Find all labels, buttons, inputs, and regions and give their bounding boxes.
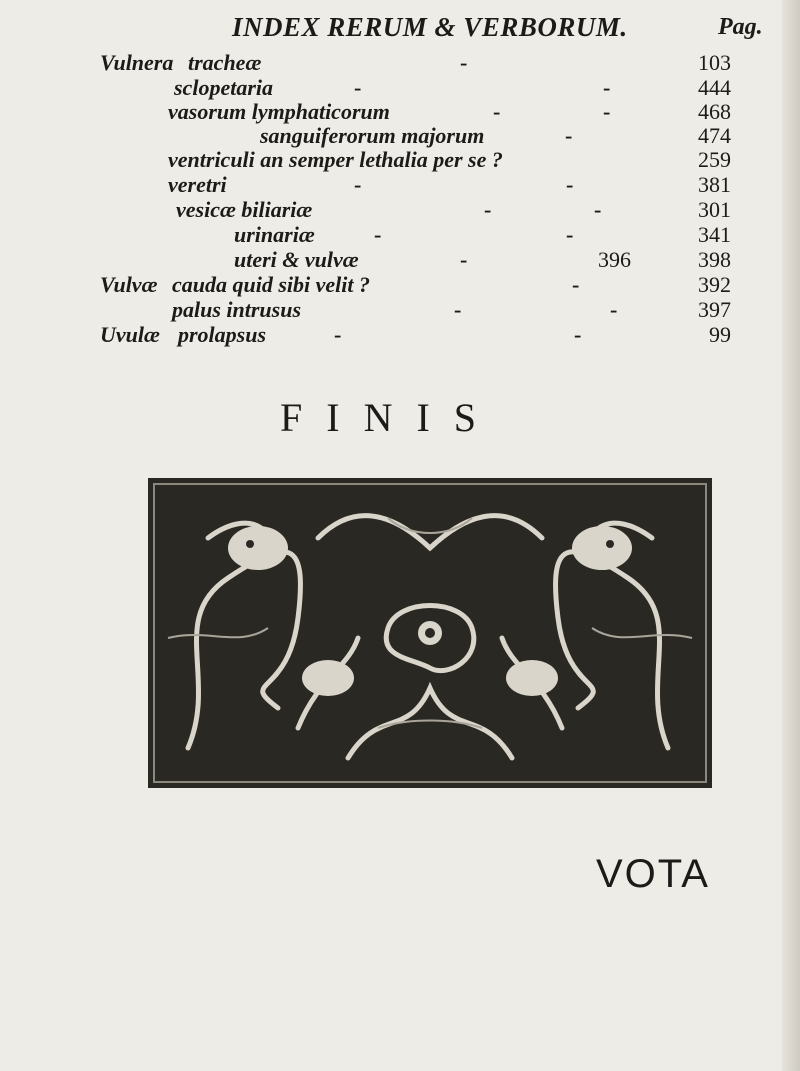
leader-dash: - — [566, 222, 574, 247]
entry-subject: tracheæ — [188, 50, 262, 75]
leader-dash: - — [354, 75, 362, 100]
entry-subject: sanguiferorum majorum — [260, 123, 485, 148]
leader-dash: - — [460, 50, 468, 75]
entry-page: 341 — [698, 222, 731, 247]
leader-dash: - — [493, 99, 501, 124]
entry-page: 99 — [709, 322, 731, 347]
entry-page: 301 — [698, 197, 731, 222]
leader-dash: - — [565, 123, 573, 148]
entry-subject: vasorum lymphaticorum — [168, 99, 390, 124]
entry-page: 468 — [698, 99, 731, 124]
entry-page: 381 — [698, 172, 731, 197]
entry-head: Vulvæ — [100, 272, 158, 297]
leader-dash: - — [603, 75, 611, 100]
leader-dash: - — [594, 197, 602, 222]
entry-subject: urinariæ — [234, 222, 315, 247]
entry-subject: palus intrusus — [172, 297, 302, 322]
entry-page-first: 396 — [598, 247, 631, 272]
entry-page: 398 — [698, 247, 731, 272]
entry-subject: veretri — [168, 172, 227, 197]
leader-dash: - — [454, 297, 462, 322]
entry-head: Uvulæ — [100, 322, 160, 347]
leader-dash: - — [566, 172, 574, 197]
leader-dash: - — [334, 322, 342, 347]
leader-dash: - — [603, 99, 611, 124]
leader-dash: - — [574, 322, 582, 347]
entry-page: 397 — [698, 297, 731, 322]
leader-dash: - — [354, 172, 362, 197]
index-entry — [0, 322, 800, 352]
leader-dash: - — [484, 197, 492, 222]
entry-subject: cauda quid sibi velit ? — [172, 272, 370, 297]
entry-page: 259 — [698, 147, 731, 172]
entry-page: 392 — [698, 272, 731, 297]
entry-subject: sclopetaria — [174, 75, 273, 100]
entry-page: 444 — [698, 75, 731, 100]
entry-subject: prolapsus — [178, 322, 267, 347]
leader-dash: - — [572, 272, 580, 297]
entry-head: Vulnera — [100, 50, 174, 75]
entry-subject: uteri & vulvæ — [234, 247, 359, 272]
woodcut-ornament-icon — [148, 478, 712, 788]
page-title: INDEX RERUM & VERBORUM. — [232, 12, 628, 42]
leader-dash: - — [460, 247, 468, 272]
entry-page: 474 — [698, 123, 731, 148]
leader-dash: - — [610, 297, 618, 322]
leader-dash: - — [374, 222, 382, 247]
entry-page: 103 — [698, 50, 731, 75]
catchword: VOTA — [596, 852, 710, 896]
finis-heading: FINIS — [280, 395, 501, 440]
entry-subject: ventriculi an semper lethalia per se ? — [168, 147, 503, 172]
page-column-label: Pag. — [718, 14, 763, 40]
entry-subject: vesicæ biliariæ — [176, 197, 313, 222]
